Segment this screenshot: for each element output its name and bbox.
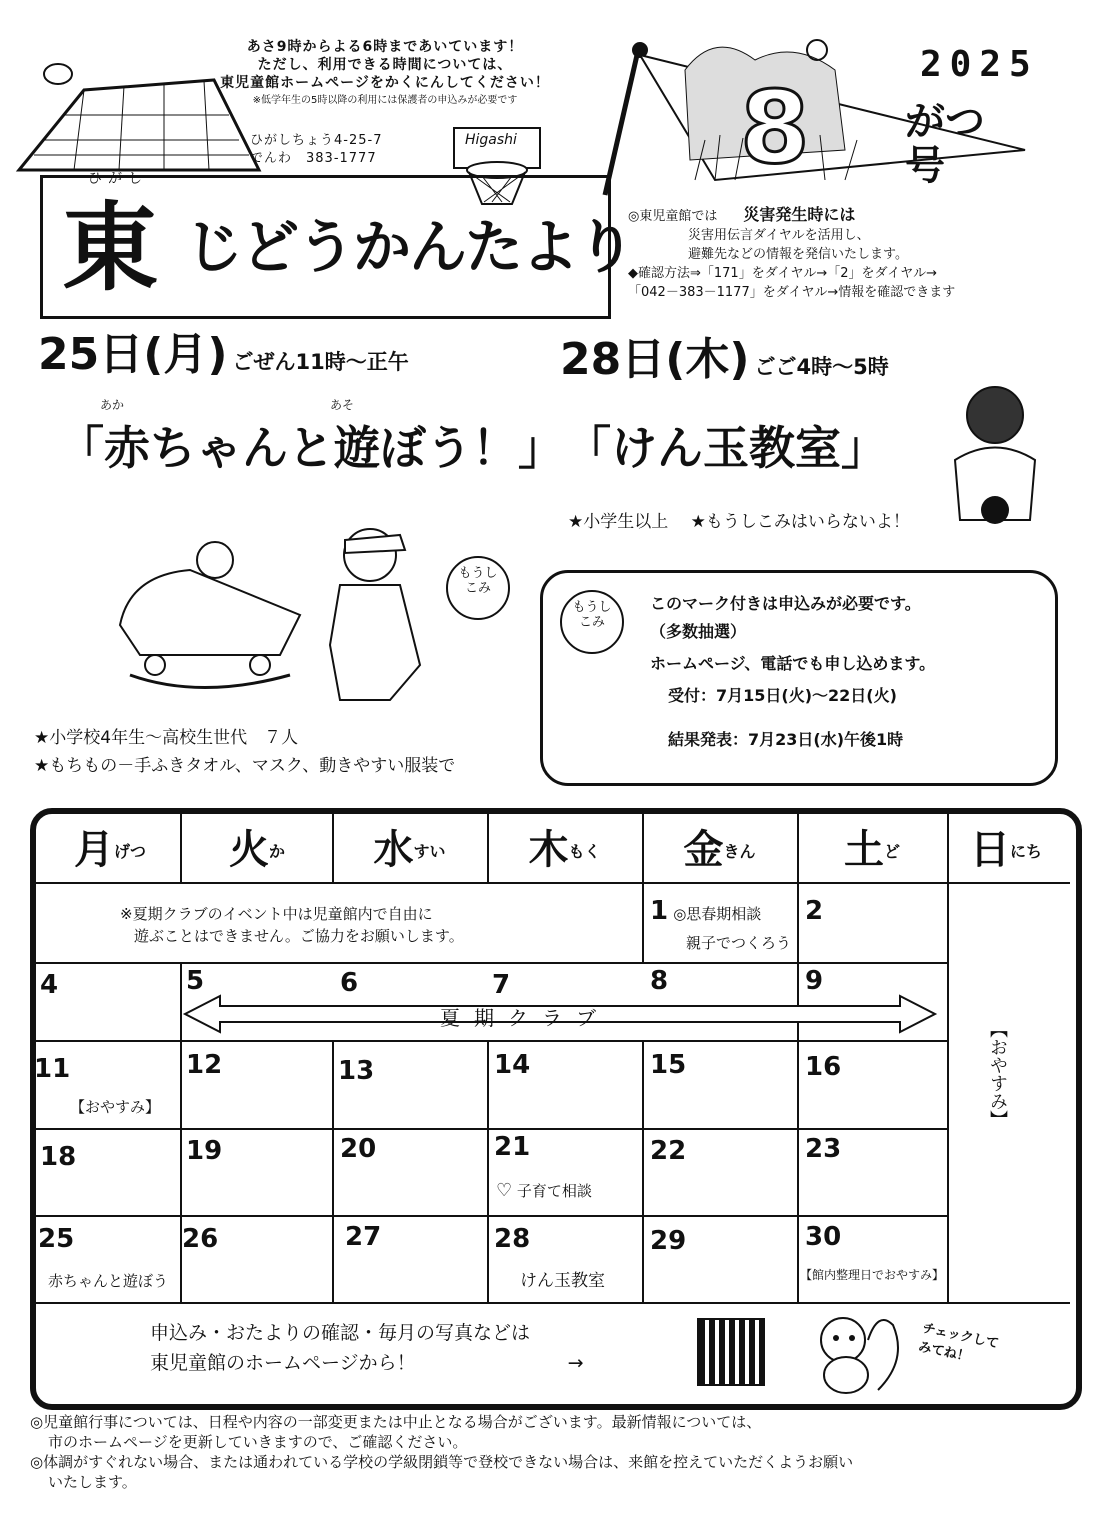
disaster-line: 「042－383－1177」をダイヤル→情報を確認できます <box>628 285 956 300</box>
stamp-text: こみ <box>464 581 491 596</box>
disaster-line: 避難先などの情報を発信いたします。 <box>688 247 908 262</box>
bird-icon <box>44 64 72 84</box>
arrow-right-icon: → <box>567 1352 584 1374</box>
hours-note: ※低学年生の5時以降の利用には保護者の申込みが必要です <box>252 95 518 106</box>
issue-year: 2025 <box>920 44 1039 85</box>
event1-title: 「赤ちゃんと遊ぼう！」 <box>58 421 564 475</box>
disaster-heading: 災害発生時には <box>743 205 856 224</box>
day-1: 1 ◎思春期相談 親子でつくろう <box>650 896 792 952</box>
event1-time: ごぜん11時～正午 <box>232 350 409 374</box>
day-7: 7 <box>492 970 511 1000</box>
star-icon: ★ <box>568 512 584 532</box>
phone-number: でんわ 383-1777 <box>250 151 377 166</box>
day-16: 16 <box>805 1052 842 1082</box>
day-2: 2 <box>805 896 824 926</box>
disaster-line: ◆確認方法⇒「171」をダイヤル→「2」をダイヤル→ <box>628 266 937 281</box>
star-icon: ★ <box>34 756 50 776</box>
squirrel-illustration <box>808 1300 908 1396</box>
signup-info <box>650 590 935 754</box>
event1-header <box>38 330 409 380</box>
day-14: 14 <box>494 1050 531 1080</box>
day-11: 11 <box>34 1054 71 1084</box>
footer-note: いたします。 <box>48 1473 137 1491</box>
roof-illustration <box>14 60 264 180</box>
signup-result: 結果発表：7月23日(水)午後1時 <box>668 730 904 749</box>
header-sunday: 日にち <box>969 827 1042 873</box>
day-19: 19 <box>186 1136 223 1166</box>
event1-target: 小学校4年生～高校生世代 ７人 <box>49 728 299 748</box>
day-29: 29 <box>650 1226 687 1256</box>
day-23: 23 <box>805 1134 842 1164</box>
day-26: 26 <box>182 1224 219 1254</box>
day-6: 6 <box>340 968 359 998</box>
summer-club-label: 夏期クラブ <box>440 1006 610 1030</box>
header-monday: 月げつ <box>73 827 146 873</box>
heart-icon: ♡ <box>496 1180 513 1201</box>
footer-note: ◎体調がすぐれない場合、または通われている学校の学級閉鎖等で登校できない場合は、来館を控えていただくようお願い <box>30 1453 854 1471</box>
day-25-event: 赤ちゃんと遊ぼう <box>48 1272 169 1290</box>
hours-line: ただし、利用できる時間については、 <box>257 57 513 73</box>
header-saturday: 土ど <box>843 827 900 873</box>
day-21-event: ♡ 子育て相談 <box>496 1180 592 1201</box>
event2-note: もうしこみはいらないよ！ <box>705 512 910 532</box>
day-15: 15 <box>650 1050 687 1080</box>
day-13: 13 <box>338 1056 375 1086</box>
day-25: 25 <box>38 1224 75 1254</box>
event2-title: 「けん玉教室」 <box>565 421 887 475</box>
day-21: 21 <box>494 1132 531 1162</box>
sunday-closed: 【おやすみ】 <box>987 1020 1008 1128</box>
event1-date: 25日(月) <box>38 329 228 380</box>
day-30-closed: 【館内整理日でおやすみ】 <box>800 1268 945 1282</box>
event1-ruby: あそ <box>330 398 355 412</box>
target-icon: ◎ <box>673 905 687 923</box>
stamp-text: もうし <box>458 566 498 581</box>
day-28: 28 <box>494 1224 531 1254</box>
disaster-line: 災害用伝言ダイヤルを活用し、 <box>688 228 870 243</box>
stamp-text: もうし <box>572 600 612 615</box>
signup-stamp-icon <box>560 590 624 654</box>
address: ひがしちょう4-25-7 <box>250 133 383 148</box>
star-icon: ★ <box>690 512 706 532</box>
event1-bring: もちもの－手ふきタオル、マスク、動きやすい服装で <box>49 756 456 776</box>
kendama-boy-illustration <box>935 380 1055 530</box>
event2-date: 28日(木) <box>560 334 750 385</box>
disaster-info <box>628 205 1078 302</box>
day-18: 18 <box>40 1142 77 1172</box>
signup-stamp-icon <box>446 556 510 620</box>
signup-reception: 受付：7月15日(火)～22日(火) <box>668 686 897 705</box>
homepage-note: 申込み・おたよりの確認・毎月の写真などは 東児童館のホームページから！ → <box>150 1322 584 1374</box>
sun-icon <box>807 40 827 60</box>
day-4: 4 <box>40 970 59 1000</box>
check-it-out: チェックしてみてね！ <box>917 1320 1001 1366</box>
day-30: 30 <box>805 1222 842 1252</box>
address-block <box>250 132 382 168</box>
day-12: 12 <box>186 1050 223 1080</box>
footer-notes <box>30 1412 1090 1492</box>
month-numeral: 8 <box>740 69 810 186</box>
event2-target: 小学生以上 <box>583 512 669 532</box>
event1-ruby: あか <box>100 398 125 412</box>
issue-month-label: がつ号 <box>905 99 985 189</box>
hours-line: 東児童館ホームページをかくにんしてください！ <box>220 75 550 91</box>
title-kanji: 東 <box>62 192 158 304</box>
title-text: じどうかんたより <box>185 213 634 281</box>
header-wednesday: 水すい <box>373 827 446 873</box>
disaster-lead: ◎東児童館では <box>628 209 718 224</box>
day-20: 20 <box>340 1134 377 1164</box>
day-27: 27 <box>345 1222 382 1252</box>
header-friday: 金きん <box>683 827 756 873</box>
event1-bullets <box>34 724 455 780</box>
title-ruby: ひがし <box>88 171 148 187</box>
footer-note: 市のホームページを更新していきますので、ご確認ください。 <box>48 1433 468 1451</box>
qr-code-icon[interactable] <box>697 1318 765 1386</box>
signup-line: （多数抽選） <box>650 622 747 641</box>
day-9: 9 <box>805 966 824 996</box>
star-icon: ★ <box>34 728 50 748</box>
header-tuesday: 火か <box>228 827 285 873</box>
event2-time: ごご4時～5時 <box>754 355 889 379</box>
footer-note: ◎児童館行事については、日程や内容の一部変更または中止となる場合がございます。最新情報については、 <box>30 1413 762 1431</box>
signup-line: このマーク付きは申込みが必要です。 <box>650 594 921 613</box>
hours-line: あさ9時からよる6時まであいています！ <box>246 39 524 55</box>
hoop-label: Higashi <box>465 132 517 148</box>
calendar-notice: ※夏期クラブのイベント中は児童館内で自由に 遊ぶことはできません。ご協力をお願いします。 <box>120 905 464 945</box>
day-5: 5 <box>186 966 205 996</box>
event2-header <box>560 335 889 385</box>
day-11-closed: 【おやすみ】 <box>70 1098 161 1116</box>
stamp-text: こみ <box>578 615 605 630</box>
event2-bullets <box>568 508 910 536</box>
signup-line: ホームページ、電話でも申し込めます。 <box>650 654 936 673</box>
day-28-event: けん玉教室 <box>520 1271 605 1291</box>
day-8: 8 <box>650 966 669 996</box>
baby-play-illustration <box>110 515 440 715</box>
day-22: 22 <box>650 1136 687 1166</box>
header-thursday: 木もく <box>528 827 601 873</box>
